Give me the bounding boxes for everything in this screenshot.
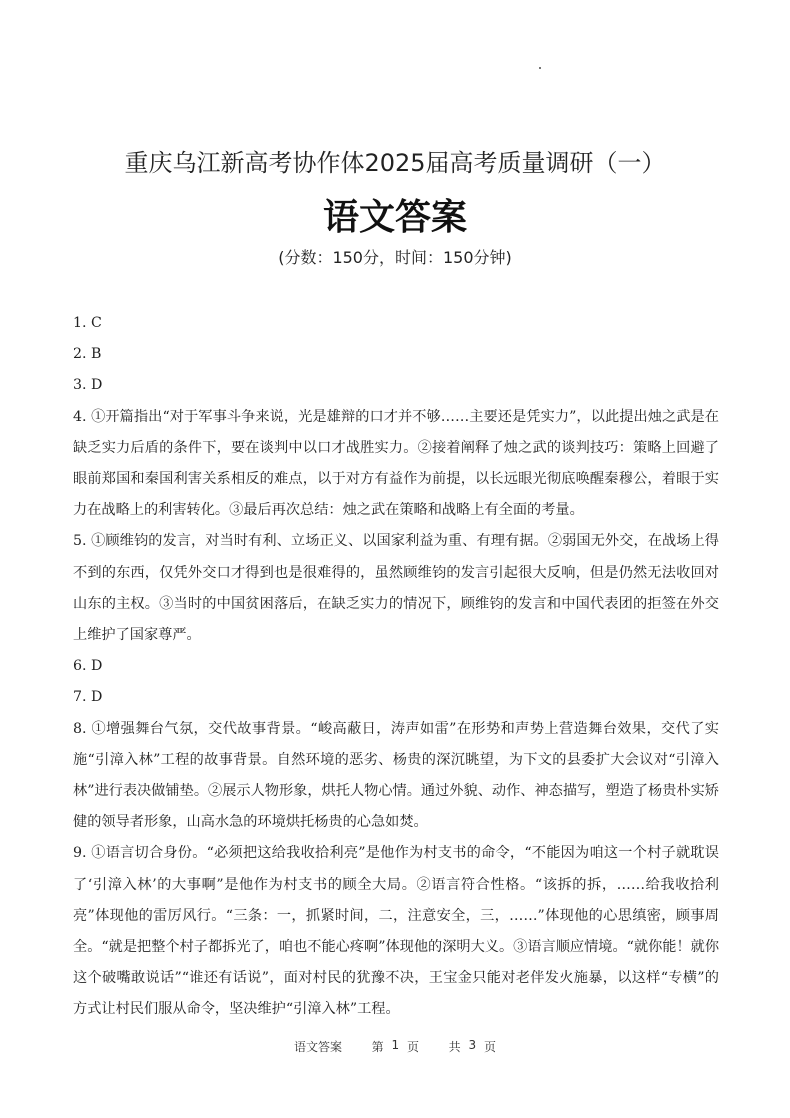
answer-item-3: 3. D [73, 377, 103, 394]
answer-list [73, 308, 719, 1026]
answer-item-2: 2. B [73, 346, 102, 363]
footer-total-prefix: 共 [448, 1040, 461, 1054]
footer-page-prefix: 第 [371, 1040, 384, 1054]
answer-item-6: 6. D [73, 658, 103, 675]
footer-page-number: 1 [391, 1038, 400, 1052]
subject-title: 语文答案 [322, 197, 467, 238]
answer-item-8: 8. ①增强舞台气氛，交代故事背景。“峻高蔽日，涛声如雷”在形势和声势上营造舞台效果，交代了实施“引漳入林”工程的故事背景。自然环境的恶劣、杨贵的深沉眺望，为下文的县委扩大会议对“引漳入林”进行表决做铺垫。②展示人物形象，烘托人物心情。通过外貌、动作、神态描写，塑造了杨贵朴实矫健的领导者形象，山高水急的环境烘托杨贵的心急如焚。 [73, 720, 719, 831]
exam-title: 重庆乌江新高考协作体2025届高考质量调研（一） [124, 149, 666, 177]
footer-doc-name: 语文答案 [294, 1040, 343, 1054]
footer-total-pages: 3 [468, 1038, 477, 1052]
footer-total-suffix: 页 [483, 1040, 496, 1054]
answer-item-1: 1. C [73, 315, 102, 331]
stray-dot [539, 67, 541, 69]
answer-item-5: 5. ①顾维钧的发言，对当时有利、立场正义、以国家利益为重、有理有据。②弱国无外交，在战场上得不到的东西，仅凭外交口才得到也是很难得的，虽然顾维钧的发言引起很大反响，但是仍然无法收回对山东的主权。③当时的中国贫困落后，在缺乏实力的情况下，顾维钧的发言和中国代表团的拒签在外交上维护了国家尊严。 [73, 533, 719, 644]
answer-item-7: 7. D [73, 689, 103, 706]
answer-item-4: 4. ①开篇指出“对于军事斗争来说，光是雄辩的口才并不够……主要还是凭实力”，以此提出烛之武是在缺乏实力后盾的条件下，要在谈判中以口才战胜实力。②接着阐释了烛之武的谈判技巧：策略上回避了眼前郑国和秦国利害关系相反的难点，以于对方有益作为前提，以长远眼光彻底唤醒秦穆公，着眼于实力在战略上的利害转化。③最后再次总结：烛之武在策略和战略上有全面的考量。 [73, 408, 719, 519]
footer-page-suffix: 页 [406, 1040, 419, 1054]
page-footer [0, 1038, 790, 1055]
score-time-info: (分数：150分，时间：150分钟) [278, 248, 512, 267]
answer-item-9: 9. ①语言切合身份。“必须把这给我收拾利亮”是他作为村支书的命令，“不能因为咱这一个村子就耽误了‘引漳入林’的大事啊”是他作为村支书的顾全大局。②语言符合性格。“该拆的拆，……给我收拾利亮”体现他的雷厉风行。“三条：一，抓紧时间，二，注意安全，三，……”体现他的心思缜密，顾事周全。“就是把整个村子都拆光了，咱也不能心疼啊”体现他的深明大义。③语言顺应情境。“就你能！就你这个破嘴敢说话”“谁还有话说”，面对村民的犹豫不决，王宝金只能对老伴发火施暴，以这样“专横”的方式让村民们服从命令，坚决维护“引漳入林”工程。 [73, 845, 720, 1018]
